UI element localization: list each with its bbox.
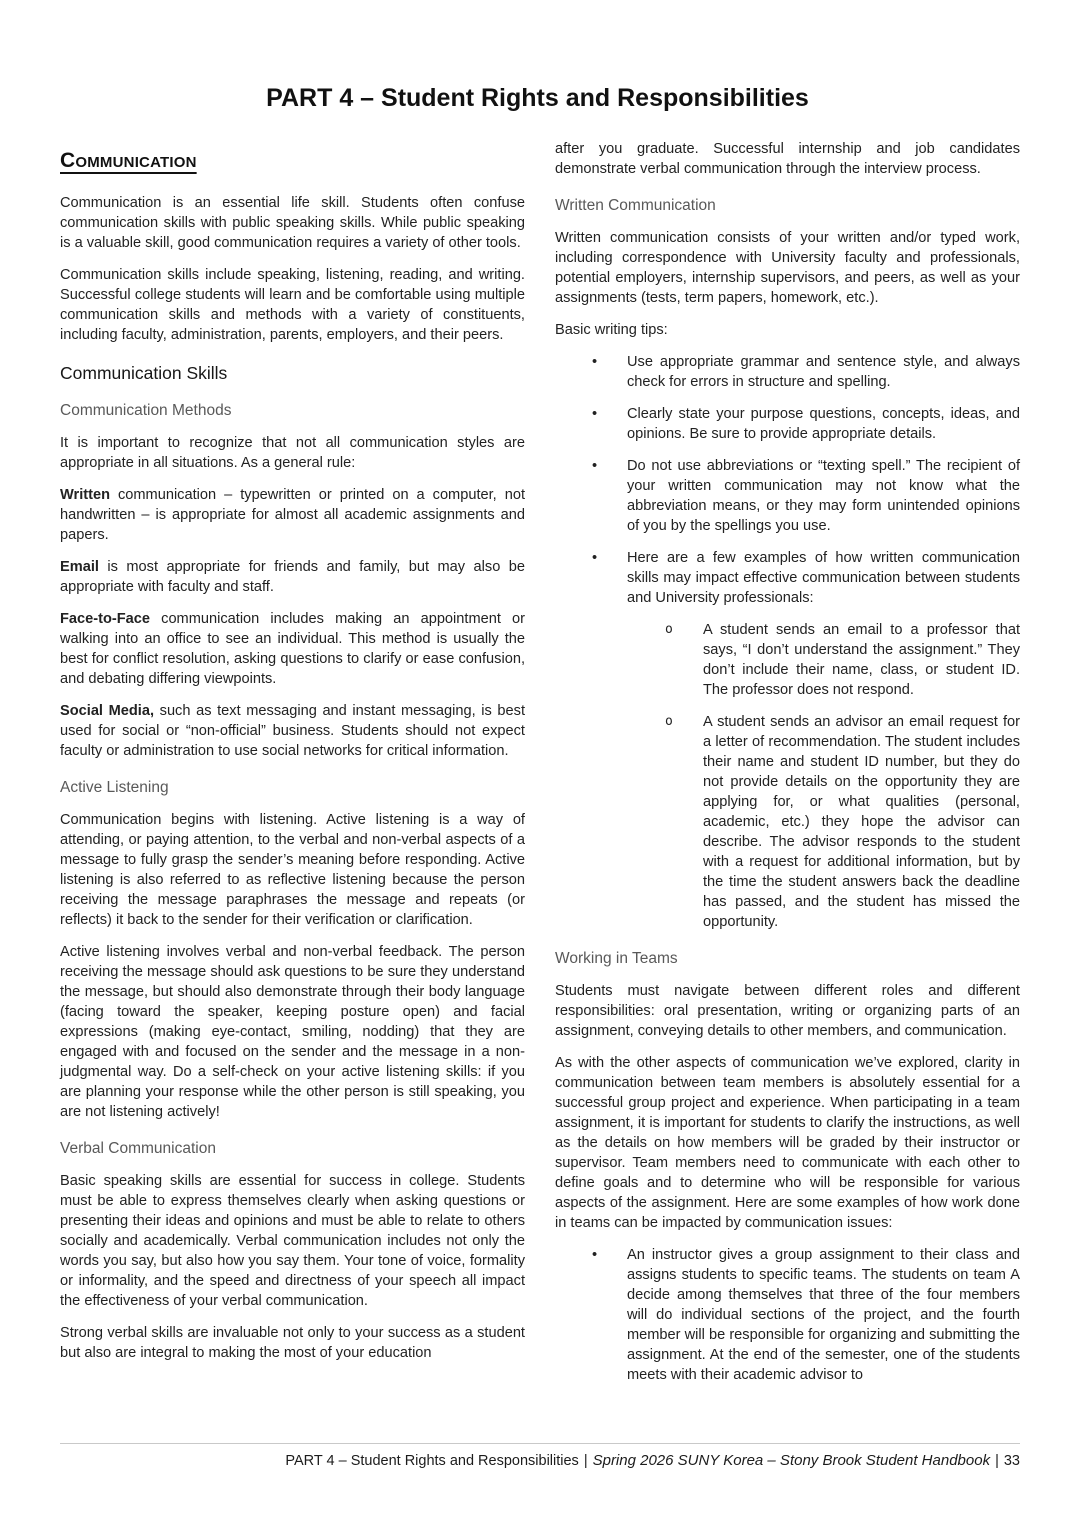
paragraph: after you graduate. Successful internship and job candidates demonstrate verbal communication through the interview process. bbox=[555, 141, 1020, 177]
paragraph: Basic writing tips: bbox=[555, 322, 668, 338]
footer-separator: | bbox=[583, 1453, 588, 1469]
footer-handbook-title: Spring 2026 SUNY Korea – Stony Brook Student Handbook bbox=[592, 1452, 991, 1469]
paragraph-rest: is most appropriate for friends and family, but may also be appropriate with faculty and staff. bbox=[60, 559, 525, 595]
paragraph-rest: communication – typewritten or printed on a computer, not handwritten – is appropriate for almost all academic assignments and papers. bbox=[60, 487, 525, 543]
paragraph-written bbox=[60, 485, 525, 545]
right-column bbox=[555, 139, 1020, 1435]
paragraph: Active listening involves verbal and non-verbal feedback. The person receiving the message should ask questions to be sure they understand the message, but should also demonstrate through their body language (facing toward the speaker, keeping posture open) and facial expressions (making eye-contact, smiling, nodding) that they are engaged with and focused on the sender and the message in a non-judgmental way. Do a self-check on your active listening skills: if you are planning your response while the other person is still speaking, you are not listening actively! bbox=[60, 944, 525, 1120]
paragraph: Students must navigate between different roles and different responsibilities: oral presentation, writing or organizing parts of an assignment, conveying details to other members, and communication. bbox=[555, 983, 1020, 1039]
paragraph: Communication skills include speaking, listening, reading, and writing. Successful college students will learn and be comfortable using multiple communication skills and methods with a variety of constituents, including faculty, administration, parents, employers, and their peers. bbox=[60, 267, 525, 343]
list-item-text: Here are a few examples of how written communication skills may impact effective communication between students and University professionals: bbox=[627, 550, 1020, 606]
bold-lead: Social Media, bbox=[60, 703, 155, 719]
subheading-communication-methods: Communication Methods bbox=[60, 402, 232, 419]
circle-bullet-icon: o bbox=[665, 714, 673, 729]
bold-lead: Face-to-Face bbox=[60, 611, 151, 627]
list-item-text: Use appropriate grammar and sentence style, and always check for errors in structure and spelling. bbox=[627, 354, 1020, 390]
paragraph-social-media bbox=[60, 701, 525, 761]
paragraph: Communication begins with listening. Active listening is a way of attending, or paying attention, to the verbal and non-verbal aspects of a message to fully grasp the sender’s meaning before responding. Active listening is also referred to as reflective listening because the person receiving the message paraphrases the message and repeats (or reflects) it back to the sender for their verification or clarification. bbox=[60, 812, 525, 928]
bullet-icon: • bbox=[592, 458, 598, 474]
section-heading-communication: Communication bbox=[60, 149, 197, 172]
list-item bbox=[555, 352, 1020, 392]
two-column-body bbox=[0, 113, 1075, 1435]
bullet-icon: • bbox=[592, 406, 598, 422]
sub-list-item bbox=[555, 620, 1020, 700]
subheading-verbal-communication: Verbal Communication bbox=[60, 1140, 216, 1157]
subheading-written-communication: Written Communication bbox=[555, 197, 716, 214]
bold-lead: Email bbox=[60, 559, 99, 575]
footer-page-number: 33 bbox=[1003, 1453, 1020, 1469]
paragraph: Written communication consists of your written and/or typed work, including correspondence with University faculty and professionals, potential employers, internship supervisors, and peers, as well as your assignments (tests, term papers, homework, etc.). bbox=[555, 230, 1020, 306]
paragraph-rest: communication includes making an appointment or walking into an office to see an individual. This method is usually the best for conflict resolution, asking questions to clarify or ease confusion, and debating differing viewpoints. bbox=[60, 611, 525, 687]
page-title: PART 4 – Student Rights and Responsibilities bbox=[266, 84, 809, 112]
list-item bbox=[555, 456, 1020, 536]
paragraph: Strong verbal skills are invaluable not only to your success as a student but also are integral to making the most of your education bbox=[60, 1325, 525, 1361]
sub-list-item-text: A student sends an advisor an email request for a letter of recommendation. The student includes their name and student ID number, but they do not provide details on the opportunity they are applying for, or what qualities (personal, academic, etc.) they hope the advisor can describe. The advisor responds to the student with a request for additional information, but by the time the student answers back the deadline has passed, and the student has missed the opportunity. bbox=[703, 714, 1020, 930]
page-footer bbox=[285, 1452, 1020, 1469]
paragraph-email bbox=[60, 557, 525, 597]
list-item bbox=[555, 1245, 1020, 1385]
left-column bbox=[60, 139, 525, 1435]
bullet-icon: • bbox=[592, 1247, 598, 1263]
footer-separator: | bbox=[995, 1453, 999, 1469]
bold-lead: Written bbox=[60, 487, 110, 503]
list-item-text: Do not use abbreviations or “texting spell.” The recipient of your written communication may not know what the abbreviation means, or they may form unintended opinions of you by the spellings you use. bbox=[627, 458, 1020, 534]
paragraph-rest: such as text messaging and instant messaging, is best used for social or “non-official” business. Students should not expect faculty or administration to use social networks for critical information. bbox=[60, 703, 525, 759]
list-item bbox=[555, 404, 1020, 444]
list-item-text: An instructor gives a group assignment to their class and assigns students to specific teams. The students on team A decide among themselves that three of the four members will do individual sections of the project, and the fourth member will be responsible for organizing and submitting the assignment. At the end of the semester, one of the students meets with their academic advisor to bbox=[627, 1247, 1020, 1383]
subheading-active-listening: Active Listening bbox=[60, 779, 169, 796]
paragraph-face-to-face bbox=[60, 609, 525, 689]
subheading-working-in-teams: Working in Teams bbox=[555, 950, 678, 967]
footer-divider bbox=[60, 1443, 1020, 1444]
circle-bullet-icon: o bbox=[665, 622, 673, 637]
paragraph: It is important to recognize that not all communication styles are appropriate in all situations. As a general rule: bbox=[60, 435, 525, 471]
paragraph: Communication is an essential life skill. Students often confuse communication skills with public speaking skills. While public speaking is a valuable skill, good communication requires a variety of other tools. bbox=[60, 195, 525, 251]
sub-list-item bbox=[555, 712, 1020, 932]
paragraph: As with the other aspects of communication we’ve explored, clarity in communication between team members is absolutely essential for a successful group project and experience. When participating in a team assignment, it is important for students to clarify the instructions, as well as the details on how members will be graded by their instructor or supervisor. Team members need to communicate with each other to define goals and to determine who will be responsible for various aspects of the assignment. Here are some examples of how work done in teams can be impacted by communication issues: bbox=[555, 1055, 1020, 1231]
footer-part-title: PART 4 – Student Rights and Responsibilities bbox=[285, 1453, 579, 1469]
paragraph: Basic speaking skills are essential for success in college. Students must be able to express themselves clearly when asking questions or presenting their ideas and opinions and must be able to relate to others socially and academically. Verbal communication includes not only the words you say, but also how you say them. Your tone of voice, formality or informality, and the speed and directness of your speech all impact the effectiveness of your verbal communication. bbox=[60, 1173, 525, 1309]
bullet-icon: • bbox=[592, 354, 598, 370]
subsection-heading-communication-skills: Communication Skills bbox=[60, 363, 228, 383]
bullet-icon: • bbox=[592, 550, 598, 566]
list-item bbox=[555, 548, 1020, 608]
list-item-text: Clearly state your purpose questions, concepts, ideas, and opinions. Be sure to provide appropriate details. bbox=[627, 406, 1020, 442]
sub-list-item-text: A student sends an email to a professor that says, “I don’t understand the assignment.” They don’t include their name, class, or student ID. The professor does not respond. bbox=[703, 622, 1020, 698]
